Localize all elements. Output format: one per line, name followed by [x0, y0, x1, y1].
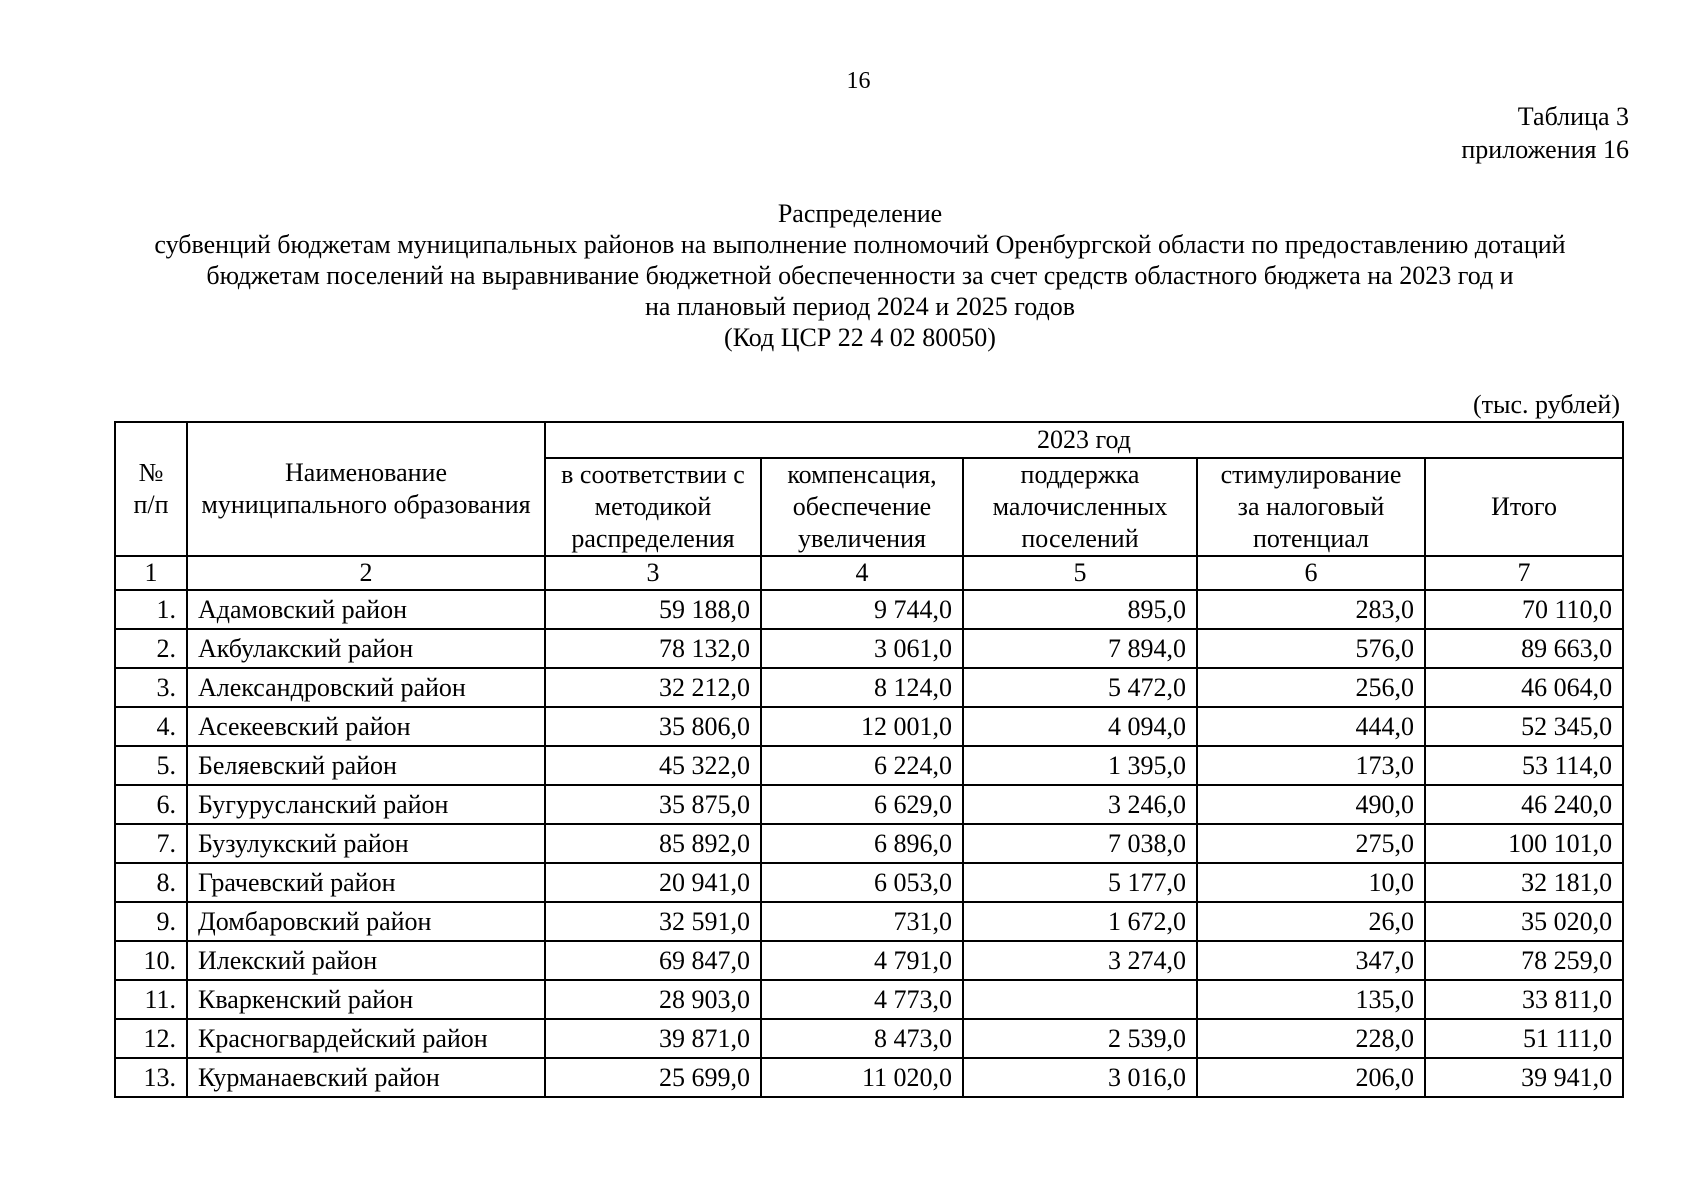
- value-small-settlements: 7 038,0: [963, 824, 1197, 863]
- value-tax-potential: 444,0: [1197, 707, 1425, 746]
- row-number: 12.: [115, 1019, 187, 1058]
- value-compensation: 731,0: [761, 902, 963, 941]
- table-row: [115, 824, 1623, 863]
- header-col4: компенсация, обеспечение увеличения: [761, 458, 963, 556]
- row-number: 8.: [115, 863, 187, 902]
- value-total: 39 941,0: [1425, 1058, 1623, 1097]
- value-methodology: 28 903,0: [545, 980, 761, 1019]
- row-number: 2.: [115, 629, 187, 668]
- row-number: 9.: [115, 902, 187, 941]
- value-compensation: 9 744,0: [761, 590, 963, 629]
- value-small-settlements: 895,0: [963, 590, 1197, 629]
- value-compensation: 6 053,0: [761, 863, 963, 902]
- value-tax-potential: 490,0: [1197, 785, 1425, 824]
- table-reference: [1461, 100, 1629, 166]
- table-row: [115, 590, 1623, 629]
- value-compensation: 6 896,0: [761, 824, 963, 863]
- value-tax-potential: 26,0: [1197, 902, 1425, 941]
- value-small-settlements: [963, 980, 1197, 1019]
- row-number: 10.: [115, 941, 187, 980]
- header-name: Наименование муниципального образования: [187, 422, 545, 556]
- value-compensation: 4 791,0: [761, 941, 963, 980]
- title-line1: Распределение: [777, 199, 943, 228]
- value-small-settlements: 1 395,0: [963, 746, 1197, 785]
- value-tax-potential: 256,0: [1197, 668, 1425, 707]
- district-name: Александровский район: [187, 668, 545, 707]
- row-number: 3.: [115, 668, 187, 707]
- value-tax-potential: 173,0: [1197, 746, 1425, 785]
- table-row: [115, 941, 1623, 980]
- row-number: 4.: [115, 707, 187, 746]
- value-tax-potential: 283,0: [1197, 590, 1425, 629]
- table-row: [115, 980, 1623, 1019]
- document-title: [60, 198, 1660, 353]
- row-number: 13.: [115, 1058, 187, 1097]
- value-methodology: 32 212,0: [545, 668, 761, 707]
- value-small-settlements: 7 894,0: [963, 629, 1197, 668]
- value-methodology: 32 591,0: [545, 902, 761, 941]
- title-line3: бюджетам поселений на выравнивание бюджетной обеспеченности за счет средств областного бюджета на 2023 год и: [206, 261, 1514, 290]
- header-col6: стимулирование за налоговый потенциал: [1197, 458, 1425, 556]
- table-row: [115, 785, 1623, 824]
- value-small-settlements: 5 472,0: [963, 668, 1197, 707]
- table-ref-line2: приложения 16: [1461, 135, 1629, 164]
- value-methodology: 35 875,0: [545, 785, 761, 824]
- column-number: 3: [545, 556, 761, 590]
- value-total: 89 663,0: [1425, 629, 1623, 668]
- district-name: Бузулукский район: [187, 824, 545, 863]
- value-small-settlements: 2 539,0: [963, 1019, 1197, 1058]
- value-tax-potential: 206,0: [1197, 1058, 1425, 1097]
- value-total: 32 181,0: [1425, 863, 1623, 902]
- value-small-settlements: 5 177,0: [963, 863, 1197, 902]
- title-line2: субвенций бюджетам муниципальных районов на выполнение полномочий Оренбургской области по предоставлению дотаций: [154, 230, 1566, 259]
- column-number: 5: [963, 556, 1197, 590]
- district-name: Домбаровский район: [187, 902, 545, 941]
- column-number: 2: [187, 556, 545, 590]
- units-label: (тыс. рублей): [1472, 390, 1620, 419]
- value-total: 46 240,0: [1425, 785, 1623, 824]
- column-number: 4: [761, 556, 963, 590]
- value-methodology: 39 871,0: [545, 1019, 761, 1058]
- header-col7: Итого: [1425, 458, 1623, 556]
- value-total: 100 101,0: [1425, 824, 1623, 863]
- value-compensation: 8 473,0: [761, 1019, 963, 1058]
- title-line5: (Код ЦСР 22 4 02 80050): [724, 323, 996, 352]
- table-row: [115, 902, 1623, 941]
- value-tax-potential: 275,0: [1197, 824, 1425, 863]
- header-year: 2023 год: [545, 422, 1623, 458]
- table-row: [115, 1019, 1623, 1058]
- table-row: [115, 746, 1623, 785]
- district-name: Грачевский район: [187, 863, 545, 902]
- value-total: 33 811,0: [1425, 980, 1623, 1019]
- value-methodology: 69 847,0: [545, 941, 761, 980]
- value-methodology: 78 132,0: [545, 629, 761, 668]
- title-line4: на плановый период 2024 и 2025 годов: [645, 292, 1075, 321]
- district-name: Адамовский район: [187, 590, 545, 629]
- value-total: 53 114,0: [1425, 746, 1623, 785]
- value-total: 70 110,0: [1425, 590, 1623, 629]
- value-total: 35 020,0: [1425, 902, 1623, 941]
- value-compensation: 6 629,0: [761, 785, 963, 824]
- district-name: Кваркенский район: [187, 980, 545, 1019]
- page-number: 16: [846, 68, 871, 94]
- table-row: [115, 1058, 1623, 1097]
- table-body: [115, 590, 1623, 1097]
- row-number: 11.: [115, 980, 187, 1019]
- district-name: Бугурусланский район: [187, 785, 545, 824]
- value-total: 51 111,0: [1425, 1019, 1623, 1058]
- district-name: Асекеевский район: [187, 707, 545, 746]
- value-tax-potential: 10,0: [1197, 863, 1425, 902]
- district-name: Акбулакский район: [187, 629, 545, 668]
- row-number: 1.: [115, 590, 187, 629]
- value-total: 52 345,0: [1425, 707, 1623, 746]
- value-small-settlements: 4 094,0: [963, 707, 1197, 746]
- value-small-settlements: 1 672,0: [963, 902, 1197, 941]
- header-col5: поддержка малочисленных поселений: [963, 458, 1197, 556]
- value-compensation: 12 001,0: [761, 707, 963, 746]
- value-methodology: 45 322,0: [545, 746, 761, 785]
- table-ref-line1: Таблица 3: [1517, 102, 1629, 131]
- district-name: Илекский район: [187, 941, 545, 980]
- header-num: № п/п: [115, 422, 187, 556]
- value-total: 78 259,0: [1425, 941, 1623, 980]
- column-number: 6: [1197, 556, 1425, 590]
- table-row: [115, 707, 1623, 746]
- district-name: Курманаевский район: [187, 1058, 545, 1097]
- value-methodology: 20 941,0: [545, 863, 761, 902]
- value-methodology: 35 806,0: [545, 707, 761, 746]
- header-col3: в соответствии с методикой распределения: [545, 458, 761, 556]
- value-small-settlements: 3 016,0: [963, 1058, 1197, 1097]
- value-compensation: 11 020,0: [761, 1058, 963, 1097]
- value-compensation: 4 773,0: [761, 980, 963, 1019]
- value-small-settlements: 3 246,0: [963, 785, 1197, 824]
- row-number: 6.: [115, 785, 187, 824]
- value-tax-potential: 347,0: [1197, 941, 1425, 980]
- value-methodology: 85 892,0: [545, 824, 761, 863]
- district-name: Красногвардейский район: [187, 1019, 545, 1058]
- column-numbers-row: [115, 556, 1623, 590]
- value-tax-potential: 576,0: [1197, 629, 1425, 668]
- value-tax-potential: 135,0: [1197, 980, 1425, 1019]
- value-compensation: 3 061,0: [761, 629, 963, 668]
- row-number: 5.: [115, 746, 187, 785]
- table-row: [115, 668, 1623, 707]
- column-number: 7: [1425, 556, 1623, 590]
- subvention-table: [114, 421, 1624, 1098]
- value-tax-potential: 228,0: [1197, 1019, 1425, 1058]
- column-number: 1: [115, 556, 187, 590]
- value-methodology: 25 699,0: [545, 1058, 761, 1097]
- table-row: [115, 863, 1623, 902]
- value-compensation: 8 124,0: [761, 668, 963, 707]
- row-number: 7.: [115, 824, 187, 863]
- table-row: [115, 629, 1623, 668]
- district-name: Беляевский район: [187, 746, 545, 785]
- value-compensation: 6 224,0: [761, 746, 963, 785]
- value-small-settlements: 3 274,0: [963, 941, 1197, 980]
- value-total: 46 064,0: [1425, 668, 1623, 707]
- value-methodology: 59 188,0: [545, 590, 761, 629]
